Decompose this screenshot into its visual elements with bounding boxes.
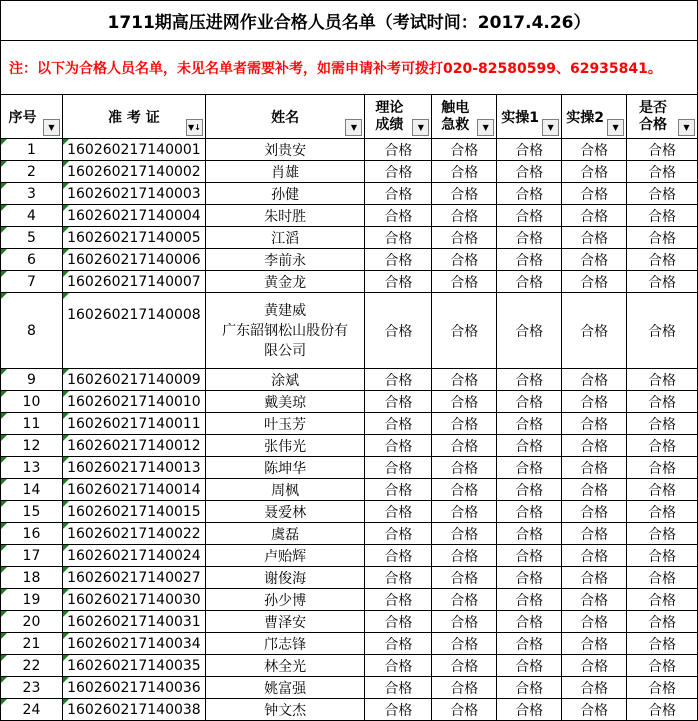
- cell-name[interactable]: 黄建威 广东韶钢松山股份有 限公司: [205, 293, 365, 369]
- cell-seq[interactable]: 24: [1, 699, 63, 721]
- cell-seq[interactable]: 15: [1, 501, 63, 523]
- cell-theory[interactable]: 合格: [365, 655, 432, 677]
- cell-prac1[interactable]: 合格: [497, 501, 562, 523]
- cell-seq[interactable]: 14: [1, 479, 63, 501]
- dropdown-arrow-icon[interactable]: ▼: [412, 119, 429, 136]
- cell-theory[interactable]: 合格: [365, 611, 432, 633]
- table-row: [1, 413, 698, 435]
- cell-seq[interactable]: 13: [1, 457, 63, 479]
- cell-theory[interactable]: 合格: [365, 589, 432, 611]
- cell-prac2[interactable]: 合格: [562, 183, 627, 205]
- dropdown-arrow-icon[interactable]: ▼: [542, 119, 559, 136]
- cell-cert[interactable]: 160260217140008: [62, 293, 205, 369]
- cell-shock[interactable]: 合格: [432, 501, 497, 523]
- cell-prac1[interactable]: 合格: [497, 205, 562, 227]
- cell-pass[interactable]: 合格: [627, 369, 698, 391]
- cell-prac1[interactable]: 合格: [497, 633, 562, 655]
- cell-cert[interactable]: 160260217140011: [62, 413, 205, 435]
- cell-name[interactable]: 钟文杰: [205, 699, 365, 721]
- cell-name[interactable]: 谢俊海: [205, 567, 365, 589]
- cell-cert[interactable]: 160260217140012: [62, 435, 205, 457]
- cell-prac1[interactable]: 合格: [497, 589, 562, 611]
- cell-prac2[interactable]: 合格: [562, 205, 627, 227]
- cell-shock[interactable]: 合格: [432, 545, 497, 567]
- cell-name[interactable]: 张伟光: [205, 435, 365, 457]
- cell-shock[interactable]: 合格: [432, 435, 497, 457]
- cell-seq[interactable]: 23: [1, 677, 63, 699]
- cell-shock[interactable]: 合格: [432, 589, 497, 611]
- cell-name[interactable]: 曹泽安: [205, 611, 365, 633]
- cell-cert[interactable]: 160260217140027: [62, 567, 205, 589]
- cell-pass[interactable]: 合格: [627, 413, 698, 435]
- dropdown-arrow-icon[interactable]: ▼: [345, 119, 362, 136]
- cell-theory[interactable]: 合格: [365, 501, 432, 523]
- cell-pass[interactable]: 合格: [627, 545, 698, 567]
- cell-theory[interactable]: 合格: [365, 545, 432, 567]
- cell-pass[interactable]: 合格: [627, 633, 698, 655]
- cell-prac2[interactable]: 合格: [562, 567, 627, 589]
- cell-theory[interactable]: 合格: [365, 479, 432, 501]
- cell-theory[interactable]: 合格: [365, 227, 432, 249]
- cell-pass[interactable]: 合格: [627, 435, 698, 457]
- table-row: [1, 293, 698, 369]
- table-row: [1, 567, 698, 589]
- cell-theory[interactable]: 合格: [365, 139, 432, 161]
- table-row: [1, 611, 698, 633]
- cell-pass[interactable]: 合格: [627, 699, 698, 721]
- cell-prac1[interactable]: 合格: [497, 523, 562, 545]
- cell-prac1[interactable]: 合格: [497, 699, 562, 721]
- cell-name[interactable]: 涂斌: [205, 369, 365, 391]
- cell-pass[interactable]: 合格: [627, 183, 698, 205]
- cell-seq[interactable]: 2: [1, 161, 63, 183]
- table-row: [1, 677, 698, 699]
- cell-pass[interactable]: 合格: [627, 205, 698, 227]
- cell-prac1[interactable]: 合格: [497, 369, 562, 391]
- cell-seq[interactable]: 11: [1, 413, 63, 435]
- cell-seq[interactable]: 1: [1, 139, 63, 161]
- header-shock-label: 触电 急救: [441, 99, 470, 133]
- cell-prac2[interactable]: 合格: [562, 457, 627, 479]
- cell-prac1[interactable]: 合格: [497, 479, 562, 501]
- cell-name[interactable]: 林全光: [205, 655, 365, 677]
- table-row: [1, 369, 698, 391]
- cell-cert[interactable]: 160260217140003: [62, 183, 205, 205]
- cell-prac1[interactable]: 合格: [497, 567, 562, 589]
- cell-shock[interactable]: 合格: [432, 139, 497, 161]
- dropdown-arrow-icon[interactable]: ▼: [477, 119, 494, 136]
- cell-cert[interactable]: 160260217140031: [62, 611, 205, 633]
- header-seq-label: 序号: [8, 109, 37, 126]
- cell-cert[interactable]: 160260217140014: [62, 479, 205, 501]
- cell-prac1[interactable]: 合格: [497, 435, 562, 457]
- cell-prac2[interactable]: 合格: [562, 677, 627, 699]
- cell-prac1[interactable]: 合格: [497, 545, 562, 567]
- cell-name[interactable]: 刘贵安: [205, 139, 365, 161]
- cell-seq[interactable]: 12: [1, 435, 63, 457]
- header-prac2-label: 实操2: [566, 109, 604, 126]
- cell-shock[interactable]: 合格: [432, 677, 497, 699]
- cell-prac2[interactable]: 合格: [562, 369, 627, 391]
- cell-prac2[interactable]: 合格: [562, 435, 627, 457]
- table-row: [1, 633, 698, 655]
- cell-cert[interactable]: 160260217140035: [62, 655, 205, 677]
- cell-prac1[interactable]: 合格: [497, 161, 562, 183]
- cell-cert[interactable]: 160260217140022: [62, 523, 205, 545]
- cell-seq[interactable]: 20: [1, 611, 63, 633]
- cell-pass[interactable]: 合格: [627, 567, 698, 589]
- cell-prac2[interactable]: 合格: [562, 501, 627, 523]
- cell-shock[interactable]: 合格: [432, 369, 497, 391]
- cell-prac2[interactable]: 合格: [562, 391, 627, 413]
- table-row: [1, 249, 698, 271]
- dropdown-arrow-icon[interactable]: ▼: [43, 119, 60, 136]
- cell-name[interactable]: 江滔: [205, 227, 365, 249]
- table-row: [1, 161, 698, 183]
- cell-seq[interactable]: 4: [1, 205, 63, 227]
- cell-shock[interactable]: 合格: [432, 391, 497, 413]
- cell-pass[interactable]: 合格: [627, 479, 698, 501]
- header-theory-label: 理论 成绩: [375, 99, 404, 133]
- header-name: [205, 95, 365, 139]
- cell-name[interactable]: 李前永: [205, 249, 365, 271]
- cell-prac2[interactable]: 合格: [562, 161, 627, 183]
- cell-theory[interactable]: 合格: [365, 699, 432, 721]
- cell-seq[interactable]: 5: [1, 227, 63, 249]
- cell-pass[interactable]: 合格: [627, 271, 698, 293]
- cell-cert[interactable]: 160260217140002: [62, 161, 205, 183]
- table-row: [1, 501, 698, 523]
- cell-name[interactable]: 戴美琼: [205, 391, 365, 413]
- table-row: [1, 699, 698, 721]
- dropdown-arrow-icon[interactable]: ▼: [607, 119, 624, 136]
- cell-cert[interactable]: 160260217140006: [62, 249, 205, 271]
- cell-seq[interactable]: 18: [1, 567, 63, 589]
- table-row: [1, 523, 698, 545]
- table-row: [1, 457, 698, 479]
- table-row: [1, 545, 698, 567]
- header-pass: [627, 95, 698, 139]
- cell-cert[interactable]: 160260217140015: [62, 501, 205, 523]
- cell-prac1[interactable]: 合格: [497, 611, 562, 633]
- cell-prac2[interactable]: 合格: [562, 479, 627, 501]
- cell-prac1[interactable]: 合格: [497, 655, 562, 677]
- cell-shock[interactable]: 合格: [432, 523, 497, 545]
- cell-shock[interactable]: 合格: [432, 457, 497, 479]
- cell-cert[interactable]: 160260217140036: [62, 677, 205, 699]
- cell-cert[interactable]: 160260217140004: [62, 205, 205, 227]
- cell-cert[interactable]: 160260217140030: [62, 589, 205, 611]
- cell-pass[interactable]: 合格: [627, 677, 698, 699]
- table-row: [1, 655, 698, 677]
- cell-pass[interactable]: 合格: [627, 139, 698, 161]
- cell-shock[interactable]: 合格: [432, 655, 497, 677]
- cell-cert[interactable]: 160260217140001: [62, 139, 205, 161]
- cell-prac2[interactable]: 合格: [562, 413, 627, 435]
- cell-pass[interactable]: 合格: [627, 227, 698, 249]
- cell-name[interactable]: 卢贻辉: [205, 545, 365, 567]
- cell-theory[interactable]: 合格: [365, 435, 432, 457]
- cell-prac2[interactable]: 合格: [562, 699, 627, 721]
- cell-name[interactable]: 黄金龙: [205, 271, 365, 293]
- cell-shock[interactable]: 合格: [432, 271, 497, 293]
- cell-pass[interactable]: 合格: [627, 501, 698, 523]
- cell-pass[interactable]: 合格: [627, 523, 698, 545]
- header-pass-label: 是否 合格: [639, 99, 668, 133]
- header-cert-label: 准 考 证: [108, 109, 160, 126]
- cell-prac1[interactable]: 合格: [497, 139, 562, 161]
- cell-prac2[interactable]: 合格: [562, 227, 627, 249]
- cell-prac2[interactable]: 合格: [562, 139, 627, 161]
- cell-pass[interactable]: 合格: [627, 249, 698, 271]
- cell-prac2[interactable]: 合格: [562, 293, 627, 369]
- cell-pass[interactable]: 合格: [627, 391, 698, 413]
- cell-pass[interactable]: 合格: [627, 457, 698, 479]
- cell-theory[interactable]: 合格: [365, 183, 432, 205]
- cell-seq[interactable]: 8: [1, 293, 63, 369]
- cell-seq[interactable]: 3: [1, 183, 63, 205]
- cell-shock[interactable]: 合格: [432, 567, 497, 589]
- table-row: [1, 205, 698, 227]
- cell-cert[interactable]: 160260217140005: [62, 227, 205, 249]
- notice-text: 注：以下为合格人员名单，未见名单者需要补考，如需申请补考可拨打020-82580599、62935841。: [1, 41, 698, 95]
- cell-cert[interactable]: 160260217140013: [62, 457, 205, 479]
- cell-seq[interactable]: 17: [1, 545, 63, 567]
- cell-theory[interactable]: 合格: [365, 249, 432, 271]
- sort-arrow-icon[interactable]: ▼↓: [186, 119, 203, 136]
- cell-seq[interactable]: 9: [1, 369, 63, 391]
- cell-pass[interactable]: 合格: [627, 293, 698, 369]
- sheet-title: 1711期高压进网作业合格人员名单（考试时间：2017.4.26）: [1, 1, 698, 41]
- cell-pass[interactable]: 合格: [627, 161, 698, 183]
- cell-prac1[interactable]: 合格: [497, 293, 562, 369]
- cell-prac1[interactable]: 合格: [497, 227, 562, 249]
- cell-cert[interactable]: 160260217140034: [62, 633, 205, 655]
- cell-prac1[interactable]: 合格: [497, 249, 562, 271]
- cell-shock[interactable]: 合格: [432, 161, 497, 183]
- dropdown-arrow-icon[interactable]: ▼: [678, 119, 695, 136]
- cell-prac1[interactable]: 合格: [497, 271, 562, 293]
- cell-theory[interactable]: 合格: [365, 413, 432, 435]
- cell-shock[interactable]: 合格: [432, 249, 497, 271]
- cell-name[interactable]: 孙健: [205, 183, 365, 205]
- cell-theory[interactable]: 合格: [365, 523, 432, 545]
- cell-cert[interactable]: 160260217140007: [62, 271, 205, 293]
- cell-theory[interactable]: 合格: [365, 633, 432, 655]
- cell-shock[interactable]: 合格: [432, 183, 497, 205]
- cell-prac2[interactable]: 合格: [562, 589, 627, 611]
- cell-name[interactable]: 叶玉芳: [205, 413, 365, 435]
- cell-name[interactable]: 周枫: [205, 479, 365, 501]
- cell-theory[interactable]: 合格: [365, 293, 432, 369]
- header-shock: [432, 95, 497, 139]
- cell-pass[interactable]: 合格: [627, 589, 698, 611]
- cell-prac2[interactable]: 合格: [562, 249, 627, 271]
- cell-seq[interactable]: 6: [1, 249, 63, 271]
- cell-shock[interactable]: 合格: [432, 227, 497, 249]
- cell-theory[interactable]: 合格: [365, 567, 432, 589]
- cell-prac1[interactable]: 合格: [497, 391, 562, 413]
- table-row: [1, 479, 698, 501]
- cell-cert[interactable]: 160260217140010: [62, 391, 205, 413]
- table-row: [1, 139, 698, 161]
- table-row: [1, 227, 698, 249]
- cell-shock[interactable]: 合格: [432, 413, 497, 435]
- cell-prac2[interactable]: 合格: [562, 523, 627, 545]
- cell-name[interactable]: 虞磊: [205, 523, 365, 545]
- cell-cert[interactable]: 160260217140038: [62, 699, 205, 721]
- cell-theory[interactable]: 合格: [365, 457, 432, 479]
- header-name-label: 姓名: [271, 109, 300, 126]
- cell-seq[interactable]: 19: [1, 589, 63, 611]
- header-row: [1, 95, 698, 139]
- cell-prac2[interactable]: 合格: [562, 611, 627, 633]
- cell-shock[interactable]: 合格: [432, 633, 497, 655]
- cell-name[interactable]: 孙少博: [205, 589, 365, 611]
- cell-theory[interactable]: 合格: [365, 677, 432, 699]
- cell-name[interactable]: 姚富强: [205, 677, 365, 699]
- cell-prac2[interactable]: 合格: [562, 655, 627, 677]
- cell-prac2[interactable]: 合格: [562, 271, 627, 293]
- cell-shock[interactable]: 合格: [432, 205, 497, 227]
- table-row: [1, 589, 698, 611]
- cell-prac1[interactable]: 合格: [497, 457, 562, 479]
- cell-prac1[interactable]: 合格: [497, 183, 562, 205]
- cell-name[interactable]: 邝志锋: [205, 633, 365, 655]
- header-cert: [62, 95, 205, 139]
- table-row: [1, 435, 698, 457]
- cell-theory[interactable]: 合格: [365, 271, 432, 293]
- cell-shock[interactable]: 合格: [432, 479, 497, 501]
- cell-shock[interactable]: 合格: [432, 699, 497, 721]
- cell-seq[interactable]: 22: [1, 655, 63, 677]
- header-prac1: [497, 95, 562, 139]
- cell-cert[interactable]: 160260217140024: [62, 545, 205, 567]
- header-prac1-label: 实操1: [501, 109, 540, 126]
- table-row: [1, 183, 698, 205]
- cell-prac2[interactable]: 合格: [562, 545, 627, 567]
- header-theory: [365, 95, 432, 139]
- cell-theory[interactable]: 合格: [365, 369, 432, 391]
- cell-name[interactable]: 肖雄: [205, 161, 365, 183]
- cell-name[interactable]: 聂爱林: [205, 501, 365, 523]
- cell-name[interactable]: 朱时胜: [205, 205, 365, 227]
- cell-seq[interactable]: 7: [1, 271, 63, 293]
- cell-name[interactable]: 陈坤华: [205, 457, 365, 479]
- cell-pass[interactable]: 合格: [627, 655, 698, 677]
- cell-theory[interactable]: 合格: [365, 161, 432, 183]
- cell-prac1[interactable]: 合格: [497, 413, 562, 435]
- cell-theory[interactable]: 合格: [365, 205, 432, 227]
- cell-seq[interactable]: 16: [1, 523, 63, 545]
- header-seq: [1, 95, 63, 139]
- cell-prac1[interactable]: 合格: [497, 677, 562, 699]
- cell-shock[interactable]: 合格: [432, 611, 497, 633]
- cell-theory[interactable]: 合格: [365, 391, 432, 413]
- cell-pass[interactable]: 合格: [627, 611, 698, 633]
- cell-seq[interactable]: 10: [1, 391, 63, 413]
- table-row: [1, 271, 698, 293]
- cell-shock[interactable]: 合格: [432, 293, 497, 369]
- header-prac2: [562, 95, 627, 139]
- cell-prac2[interactable]: 合格: [562, 633, 627, 655]
- cell-cert[interactable]: 160260217140009: [62, 369, 205, 391]
- cell-seq[interactable]: 21: [1, 633, 63, 655]
- table-row: [1, 391, 698, 413]
